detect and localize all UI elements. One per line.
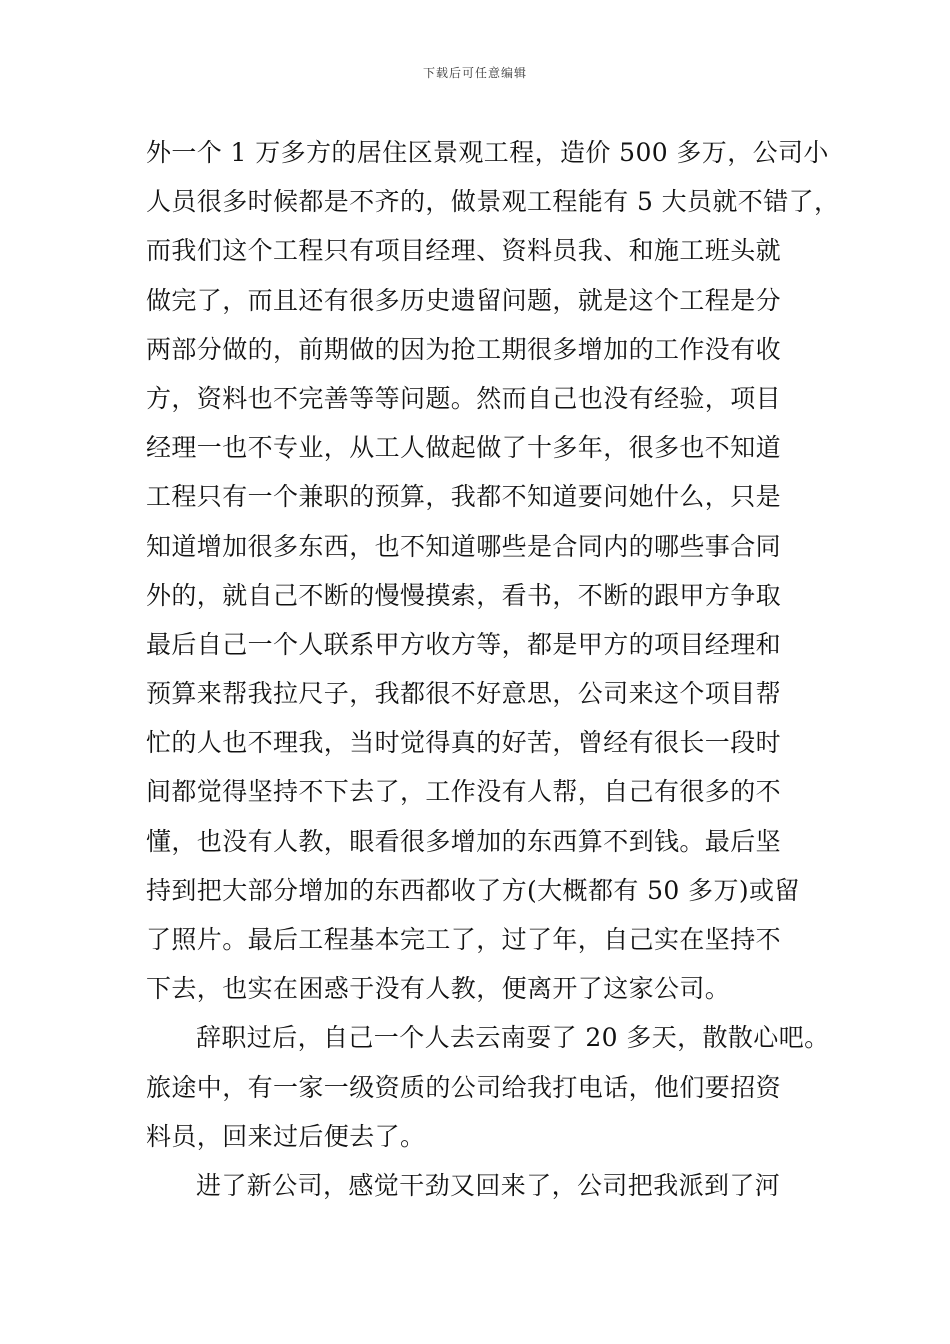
text-line: 外一个 1 万多方的居住区景观工程，造价 500 多万，公司小 [146,138,829,167]
page-header-caption: 下载后可任意编辑 [422,66,527,80]
text-line: 了照片。最后工程基本完工了，过了年，自己实在坚持不 [146,925,782,954]
paragraph-start-line: 进了新公司，感觉干劲又回来了，公司把我派到了河 [196,1170,781,1200]
text-line: 知道增加很多东西，也不知道哪些是合同内的哪些事合同 [146,531,782,561]
text-line: 料员，回来过后便去了。 [146,1121,426,1151]
document-body [146,128,846,1210]
text-line: 持到把大部分增加的东西都收了方(大概都有 50 多万)或留 [146,875,800,905]
text-line: 人员很多时候都是不齐的，做景观工程能有 5 大员就不错了， [146,187,840,217]
text-line: 而我们这个工程只有项目经理、资料员我、和施工班头就 [146,236,782,266]
text-line: 方，资料也不完善等等问题。然而自己也没有经验，项目 [146,383,782,413]
text-line: 经理一也不专业，从工人做起做了十多年，很多也不知道 [146,433,782,463]
text-line: 外的，就自己不断的慢慢摸索，看书，不断的跟甲方争取 [146,580,782,610]
text-line: 预算来帮我拉尺子，我都很不好意思，公司来这个项目帮 [146,679,782,709]
text-line: 最后自己一个人联系甲方收方等，都是甲方的项目经理和 [146,629,782,659]
text-line: 间都觉得坚持不下去了，工作没有人帮，自己有很多的不 [146,777,782,807]
text-line: 忙的人也不理我，当时觉得真的好苦，曾经有很长一段时 [146,728,782,758]
text-line: 下去，也实在困惑于没有人教，便离开了这家公司。 [146,974,731,1004]
paragraph-start-line: 辞职过后，自己一个人去云南耍了 20 多天，散散心吧。 [196,1023,830,1053]
text-line: 工程只有一个兼职的预算，我都不知道要问她什么，只是 [146,482,782,512]
text-line: 做完了，而且还有很多历史遗留问题，就是这个工程是分 [146,285,782,315]
text-line: 旅途中，有一家一级资质的公司给我打电话，他们要招资 [146,1072,782,1102]
text-line: 两部分做的，前期做的因为抢工期很多增加的工作没有收 [146,334,782,364]
text-line: 懂，也没有人教，眼看很多增加的东西算不到钱。最后坚 [146,826,782,856]
